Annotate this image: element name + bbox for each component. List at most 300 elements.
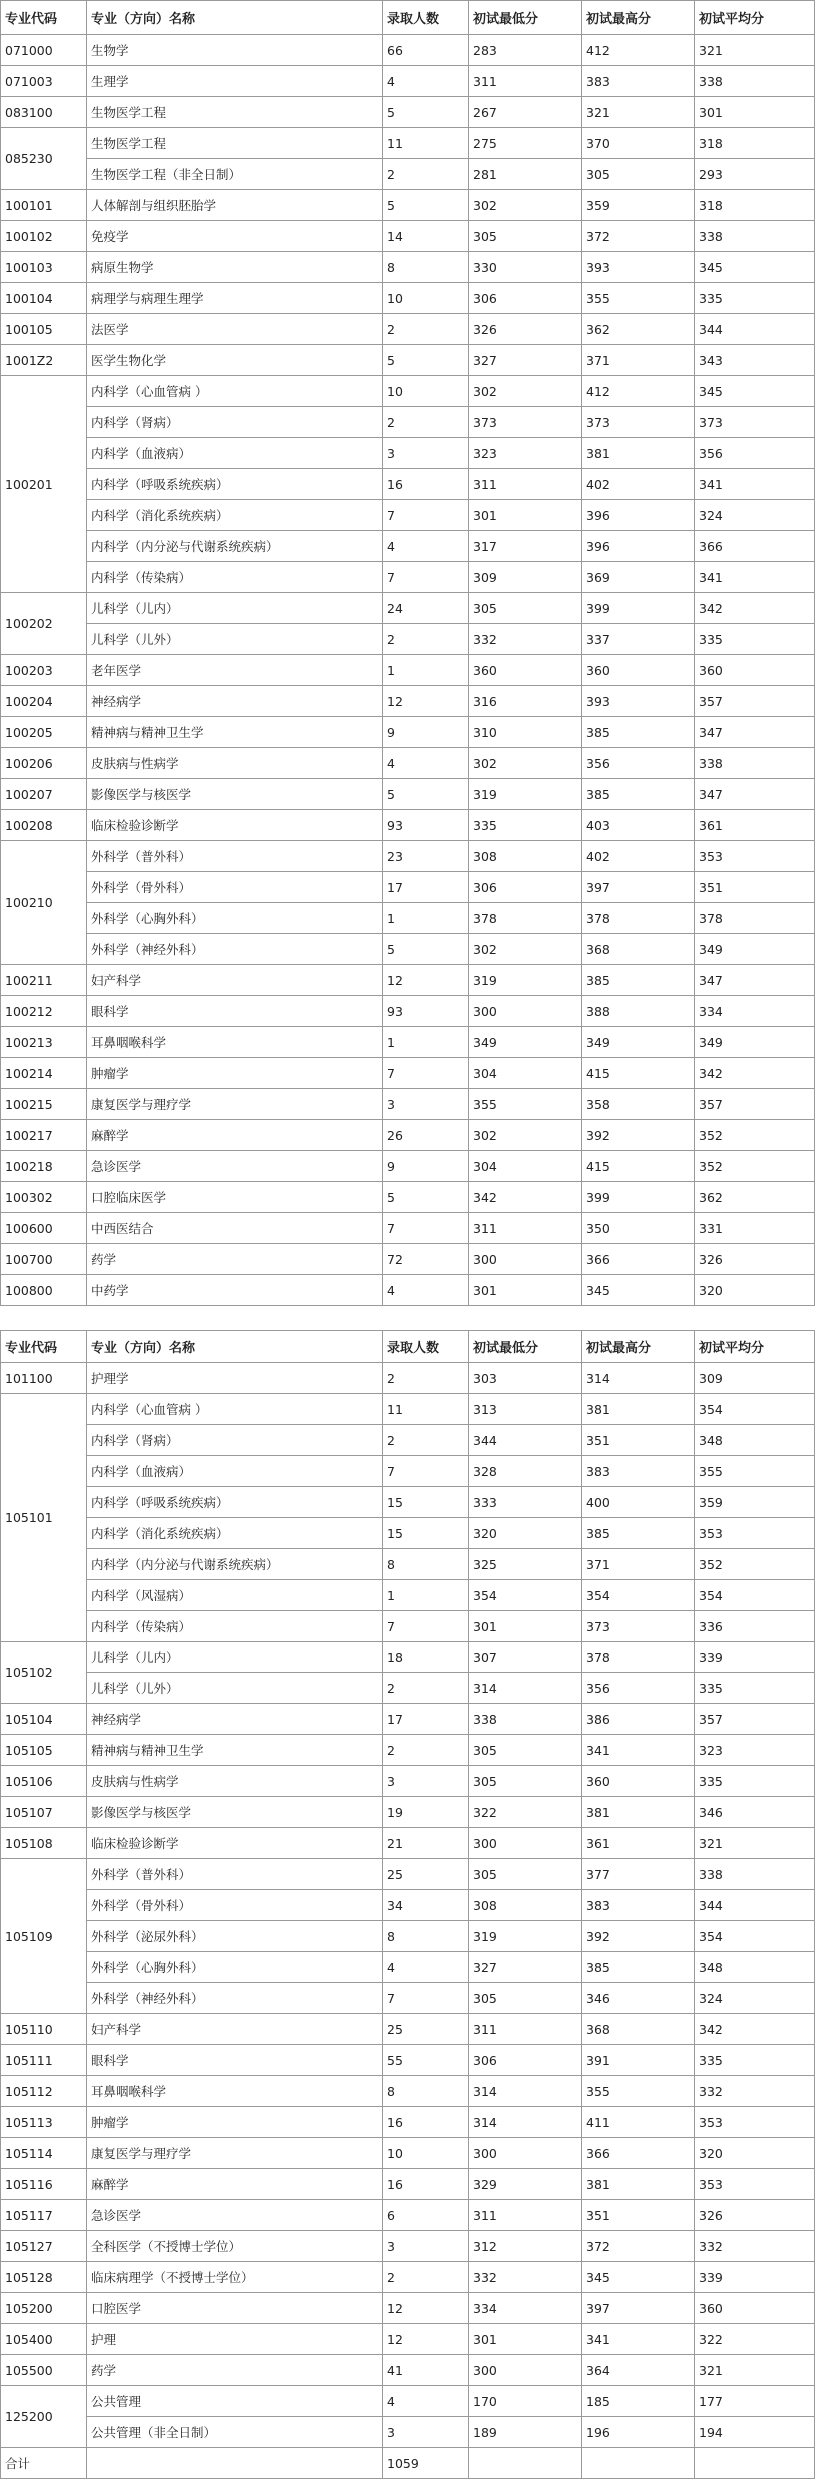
max-score-cell: 360 <box>582 1766 695 1797</box>
min-score-cell: 304 <box>469 1151 582 1182</box>
major-name-cell: 肿瘤学 <box>87 2107 383 2138</box>
min-score-cell: 342 <box>469 1182 582 1213</box>
major-code-cell: 085230 <box>1 128 87 190</box>
header-admitted-count: 录取人数 <box>383 1 469 35</box>
min-score-cell: 306 <box>469 283 582 314</box>
avg-score-cell: 357 <box>695 686 815 717</box>
admitted-count-cell: 10 <box>383 283 469 314</box>
avg-score-cell: 335 <box>695 2045 815 2076</box>
table-row <box>1 500 815 531</box>
min-score-cell: 314 <box>469 2076 582 2107</box>
admitted-count-cell: 17 <box>383 872 469 903</box>
avg-score-cell: 341 <box>695 562 815 593</box>
max-score-cell: 378 <box>582 903 695 934</box>
major-name-cell: 内科学（消化系统疾病） <box>87 500 383 531</box>
major-name-cell: 外科学（普外科） <box>87 841 383 872</box>
table-row <box>1 531 815 562</box>
table-row <box>1 1244 815 1275</box>
max-score-cell: 341 <box>582 1735 695 1766</box>
admitted-count-cell: 16 <box>383 2107 469 2138</box>
table-row <box>1 345 815 376</box>
admitted-count-cell: 10 <box>383 376 469 407</box>
major-name-cell: 药学 <box>87 2355 383 2386</box>
major-code-cell: 105114 <box>1 2138 87 2169</box>
major-name-cell: 生物医学工程 <box>87 128 383 159</box>
admitted-count-cell: 12 <box>383 2324 469 2355</box>
admitted-count-cell: 7 <box>383 1983 469 2014</box>
max-score-cell: 393 <box>582 252 695 283</box>
min-score-cell: 306 <box>469 872 582 903</box>
total-count: 1059 <box>383 2448 469 2479</box>
avg-score-cell: 353 <box>695 2169 815 2200</box>
admitted-count-cell: 4 <box>383 2386 469 2417</box>
major-name-cell: 内科学（心血管病 ） <box>87 1394 383 1425</box>
avg-score-cell: 352 <box>695 1120 815 1151</box>
min-score-cell: 334 <box>469 2293 582 2324</box>
major-name-cell: 影像医学与核医学 <box>87 779 383 810</box>
major-name-cell: 生物学 <box>87 35 383 66</box>
major-code-cell: 100213 <box>1 1027 87 1058</box>
major-name-cell: 病理学与病理生理学 <box>87 283 383 314</box>
min-score-cell: 308 <box>469 1890 582 1921</box>
admitted-count-cell: 5 <box>383 97 469 128</box>
admitted-count-cell: 11 <box>383 1394 469 1425</box>
max-score-cell: 362 <box>582 314 695 345</box>
admitted-count-cell: 25 <box>383 1859 469 1890</box>
min-score-cell: 355 <box>469 1089 582 1120</box>
max-score-cell: 345 <box>582 2262 695 2293</box>
table-row <box>1 283 815 314</box>
max-score-cell: 321 <box>582 97 695 128</box>
major-name-cell: 内科学（消化系统疾病） <box>87 1518 383 1549</box>
max-score-cell: 391 <box>582 2045 695 2076</box>
admitted-count-cell: 7 <box>383 500 469 531</box>
max-score-cell: 372 <box>582 221 695 252</box>
min-score-cell: 301 <box>469 2324 582 2355</box>
avg-score-cell: 354 <box>695 1394 815 1425</box>
major-name-cell: 病原生物学 <box>87 252 383 283</box>
table-row <box>1 1766 815 1797</box>
min-score-cell: 323 <box>469 438 582 469</box>
table-row <box>1 1797 815 1828</box>
major-code-cell: 105111 <box>1 2045 87 2076</box>
major-name-cell: 眼科学 <box>87 996 383 1027</box>
avg-score-cell: 348 <box>695 1425 815 1456</box>
min-score-cell: 326 <box>469 314 582 345</box>
major-name-cell: 公共管理 <box>87 2386 383 2417</box>
max-score-cell: 415 <box>582 1151 695 1182</box>
min-score-cell: 328 <box>469 1456 582 1487</box>
avg-score-cell: 344 <box>695 314 815 345</box>
avg-score-cell: 347 <box>695 965 815 996</box>
max-score-cell: 393 <box>582 686 695 717</box>
major-name-cell: 耳鼻咽喉科学 <box>87 2076 383 2107</box>
max-score-cell: 350 <box>582 1213 695 1244</box>
major-code-cell: 105106 <box>1 1766 87 1797</box>
min-score-cell: 283 <box>469 35 582 66</box>
min-score-cell: 189 <box>469 2417 582 2448</box>
max-score-cell: 386 <box>582 1704 695 1735</box>
major-code-cell: 100201 <box>1 376 87 593</box>
major-code-cell: 100214 <box>1 1058 87 1089</box>
table-row <box>1 1456 815 1487</box>
admitted-count-cell: 6 <box>383 2200 469 2231</box>
avg-score-cell: 320 <box>695 2138 815 2169</box>
major-name-cell: 康复医学与理疗学 <box>87 2138 383 2169</box>
max-score-cell: 383 <box>582 1890 695 1921</box>
major-name-cell: 神经病学 <box>87 686 383 717</box>
major-code-cell: 105200 <box>1 2293 87 2324</box>
max-score-cell: 385 <box>582 779 695 810</box>
avg-score-cell: 338 <box>695 1859 815 1890</box>
table-row <box>1 1363 815 1394</box>
major-name-cell: 老年医学 <box>87 655 383 686</box>
admitted-count-cell: 1 <box>383 1580 469 1611</box>
total-avg-cell <box>695 2448 815 2479</box>
major-name-cell: 内科学（传染病） <box>87 562 383 593</box>
avg-score-cell: 357 <box>695 1089 815 1120</box>
min-score-cell: 301 <box>469 1611 582 1642</box>
avg-score-cell: 356 <box>695 438 815 469</box>
table-row <box>1 686 815 717</box>
min-score-cell: 313 <box>469 1394 582 1425</box>
table-row <box>1 748 815 779</box>
table-row <box>1 1890 815 1921</box>
min-score-cell: 319 <box>469 779 582 810</box>
admitted-count-cell: 4 <box>383 531 469 562</box>
table-row <box>1 190 815 221</box>
major-name-cell: 内科学（血液病） <box>87 1456 383 1487</box>
min-score-cell: 302 <box>469 748 582 779</box>
min-score-cell: 305 <box>469 1983 582 2014</box>
max-score-cell: 349 <box>582 1027 695 1058</box>
major-name-cell: 内科学（血液病） <box>87 438 383 469</box>
major-code-cell: 100103 <box>1 252 87 283</box>
avg-score-cell: 324 <box>695 500 815 531</box>
major-code-cell: 105113 <box>1 2107 87 2138</box>
max-score-cell: 392 <box>582 1921 695 1952</box>
table-body <box>1 35 815 1306</box>
min-score-cell: 320 <box>469 1518 582 1549</box>
max-score-cell: 351 <box>582 2200 695 2231</box>
major-name-cell: 内科学（肾病） <box>87 407 383 438</box>
major-code-cell: 071000 <box>1 35 87 66</box>
major-code-cell: 105500 <box>1 2355 87 2386</box>
major-name-cell: 中西医结合 <box>87 1213 383 1244</box>
max-score-cell: 412 <box>582 35 695 66</box>
table-row <box>1 934 815 965</box>
min-score-cell: 303 <box>469 1363 582 1394</box>
max-score-cell: 385 <box>582 965 695 996</box>
major-name-cell: 皮肤病与性病学 <box>87 748 383 779</box>
min-score-cell: 300 <box>469 2138 582 2169</box>
min-score-cell: 349 <box>469 1027 582 1058</box>
admitted-count-cell: 5 <box>383 190 469 221</box>
min-score-cell: 354 <box>469 1580 582 1611</box>
avg-score-cell: 354 <box>695 1921 815 1952</box>
table-row <box>1 2169 815 2200</box>
min-score-cell: 338 <box>469 1704 582 1735</box>
major-code-cell: 105108 <box>1 1828 87 1859</box>
max-score-cell: 368 <box>582 2014 695 2045</box>
avg-score-cell: 338 <box>695 66 815 97</box>
avg-score-cell: 346 <box>695 1797 815 1828</box>
admitted-count-cell: 2 <box>383 159 469 190</box>
table-row <box>1 2417 815 2448</box>
table-row <box>1 1859 815 1890</box>
avg-score-cell: 332 <box>695 2231 815 2262</box>
table-row <box>1 1735 815 1766</box>
header-admitted-count: 录取人数 <box>383 1331 469 1363</box>
major-code-cell: 105104 <box>1 1704 87 1735</box>
header-max-score: 初试最高分 <box>582 1 695 35</box>
max-score-cell: 378 <box>582 1642 695 1673</box>
avg-score-cell: 354 <box>695 1580 815 1611</box>
major-code-cell: 100207 <box>1 779 87 810</box>
min-score-cell: 311 <box>469 1213 582 1244</box>
avg-score-cell: 339 <box>695 1642 815 1673</box>
max-score-cell: 356 <box>582 1673 695 1704</box>
max-score-cell: 373 <box>582 1611 695 1642</box>
major-code-cell: 100215 <box>1 1089 87 1120</box>
admitted-count-cell: 55 <box>383 2045 469 2076</box>
table-row <box>1 810 815 841</box>
avg-score-cell: 323 <box>695 1735 815 1766</box>
major-name-cell: 儿科学（儿内） <box>87 593 383 624</box>
major-name-cell: 外科学（泌尿外科） <box>87 1921 383 1952</box>
min-score-cell: 311 <box>469 2014 582 2045</box>
max-score-cell: 314 <box>582 1363 695 1394</box>
admitted-count-cell: 3 <box>383 2417 469 2448</box>
max-score-cell: 383 <box>582 66 695 97</box>
max-score-cell: 355 <box>582 2076 695 2107</box>
major-code-cell: 100212 <box>1 996 87 1027</box>
max-score-cell: 337 <box>582 624 695 655</box>
major-code-cell: 125200 <box>1 2386 87 2448</box>
table-row <box>1 2107 815 2138</box>
major-name-cell: 外科学（心胸外科） <box>87 903 383 934</box>
admitted-count-cell: 3 <box>383 1766 469 1797</box>
min-score-cell: 322 <box>469 1797 582 1828</box>
table-row <box>1 2293 815 2324</box>
min-score-cell: 302 <box>469 190 582 221</box>
major-code-cell: 105110 <box>1 2014 87 2045</box>
major-name-cell: 内科学（肾病） <box>87 1425 383 1456</box>
avg-score-cell: 335 <box>695 624 815 655</box>
major-name-cell: 麻醉学 <box>87 1120 383 1151</box>
max-score-cell: 399 <box>582 593 695 624</box>
admitted-count-cell: 4 <box>383 748 469 779</box>
max-score-cell: 396 <box>582 531 695 562</box>
table-row <box>1 1425 815 1456</box>
max-score-cell: 397 <box>582 872 695 903</box>
avg-score-cell: 293 <box>695 159 815 190</box>
admitted-count-cell: 16 <box>383 469 469 500</box>
avg-score-cell: 331 <box>695 1213 815 1244</box>
admitted-count-cell: 2 <box>383 2262 469 2293</box>
avg-score-cell: 345 <box>695 252 815 283</box>
max-score-cell: 388 <box>582 996 695 1027</box>
min-score-cell: 267 <box>469 97 582 128</box>
major-code-cell: 105116 <box>1 2169 87 2200</box>
min-score-cell: 305 <box>469 221 582 252</box>
max-score-cell: 385 <box>582 1952 695 1983</box>
major-code-cell: 100204 <box>1 686 87 717</box>
major-name-cell: 麻醉学 <box>87 2169 383 2200</box>
table-row <box>1 2200 815 2231</box>
admitted-count-cell: 24 <box>383 593 469 624</box>
avg-score-cell: 345 <box>695 376 815 407</box>
max-score-cell: 396 <box>582 500 695 531</box>
major-name-cell: 内科学（内分泌与代谢系统疾病） <box>87 1549 383 1580</box>
major-name-cell: 药学 <box>87 1244 383 1275</box>
min-score-cell: 302 <box>469 376 582 407</box>
max-score-cell: 381 <box>582 438 695 469</box>
major-name-cell: 外科学（心胸外科） <box>87 1952 383 1983</box>
avg-score-cell: 335 <box>695 1673 815 1704</box>
table-row <box>1 593 815 624</box>
major-code-cell: 105107 <box>1 1797 87 1828</box>
major-name-cell: 内科学（传染病） <box>87 1611 383 1642</box>
major-name-cell: 急诊医学 <box>87 2200 383 2231</box>
admitted-count-cell: 12 <box>383 2293 469 2324</box>
table-row <box>1 872 815 903</box>
avg-score-cell: 341 <box>695 469 815 500</box>
avg-score-cell: 343 <box>695 345 815 376</box>
min-score-cell: 305 <box>469 1766 582 1797</box>
table-row <box>1 1275 815 1306</box>
min-score-cell: 333 <box>469 1487 582 1518</box>
max-score-cell: 366 <box>582 2138 695 2169</box>
major-name-cell: 全科医学（不授博士学位） <box>87 2231 383 2262</box>
admitted-count-cell: 17 <box>383 1704 469 1735</box>
major-name-cell: 外科学（普外科） <box>87 1859 383 1890</box>
major-code-cell: 083100 <box>1 97 87 128</box>
max-score-cell: 402 <box>582 841 695 872</box>
major-name-cell: 生理学 <box>87 66 383 97</box>
max-score-cell: 354 <box>582 1580 695 1611</box>
avg-score-cell: 332 <box>695 2076 815 2107</box>
major-code-cell: 105109 <box>1 1859 87 2014</box>
max-score-cell: 402 <box>582 469 695 500</box>
table-row <box>1 2324 815 2355</box>
avg-score-cell: 342 <box>695 1058 815 1089</box>
admitted-count-cell: 7 <box>383 562 469 593</box>
max-score-cell: 355 <box>582 283 695 314</box>
table-row <box>1 1089 815 1120</box>
max-score-cell: 351 <box>582 1425 695 1456</box>
max-score-cell: 373 <box>582 407 695 438</box>
table-row <box>1 35 815 66</box>
major-name-cell: 外科学（神经外科） <box>87 934 383 965</box>
header-major-code: 专业代码 <box>1 1 87 35</box>
admitted-count-cell: 66 <box>383 35 469 66</box>
admitted-count-cell: 11 <box>383 128 469 159</box>
max-score-cell: 400 <box>582 1487 695 1518</box>
major-name-cell: 生物医学工程 <box>87 97 383 128</box>
admitted-count-cell: 5 <box>383 345 469 376</box>
min-score-cell: 332 <box>469 2262 582 2293</box>
max-score-cell: 385 <box>582 717 695 748</box>
min-score-cell: 319 <box>469 1921 582 1952</box>
major-name-cell: 法医学 <box>87 314 383 345</box>
major-name-cell: 内科学（内分泌与代谢系统疾病） <box>87 531 383 562</box>
avg-score-cell: 335 <box>695 283 815 314</box>
min-score-cell: 311 <box>469 66 582 97</box>
avg-score-cell: 322 <box>695 2324 815 2355</box>
max-score-cell: 369 <box>582 562 695 593</box>
min-score-cell: 316 <box>469 686 582 717</box>
max-score-cell: 372 <box>582 2231 695 2262</box>
max-score-cell: 345 <box>582 1275 695 1306</box>
table-row <box>1 1611 815 1642</box>
max-score-cell: 381 <box>582 1394 695 1425</box>
major-name-cell: 急诊医学 <box>87 1151 383 1182</box>
admitted-count-cell: 21 <box>383 1828 469 1859</box>
major-code-cell: 105112 <box>1 2076 87 2107</box>
max-score-cell: 360 <box>582 655 695 686</box>
max-score-cell: 305 <box>582 159 695 190</box>
admitted-count-cell: 7 <box>383 1213 469 1244</box>
avg-score-cell: 359 <box>695 1487 815 1518</box>
min-score-cell: 330 <box>469 252 582 283</box>
total-min-cell <box>469 2448 582 2479</box>
avg-score-cell: 336 <box>695 1611 815 1642</box>
admitted-count-cell: 1 <box>383 1027 469 1058</box>
min-score-cell: 327 <box>469 345 582 376</box>
major-name-cell: 公共管理（非全日制） <box>87 2417 383 2448</box>
max-score-cell: 196 <box>582 2417 695 2448</box>
admitted-count-cell: 4 <box>383 66 469 97</box>
table-row <box>1 965 815 996</box>
table-header-row <box>1 1 815 35</box>
min-score-cell: 344 <box>469 1425 582 1456</box>
admitted-count-cell: 10 <box>383 2138 469 2169</box>
table-row <box>1 996 815 1027</box>
major-code-cell: 100210 <box>1 841 87 965</box>
min-score-cell: 327 <box>469 1952 582 1983</box>
avg-score-cell: 326 <box>695 1244 815 1275</box>
major-code-cell: 100700 <box>1 1244 87 1275</box>
table-row <box>1 2076 815 2107</box>
avg-score-cell: 301 <box>695 97 815 128</box>
table-row <box>1 1673 815 1704</box>
admitted-count-cell: 12 <box>383 686 469 717</box>
table-row <box>1 1394 815 1425</box>
table-row <box>1 624 815 655</box>
max-score-cell: 415 <box>582 1058 695 1089</box>
table-row <box>1 2386 815 2417</box>
avg-score-cell: 318 <box>695 190 815 221</box>
major-code-cell: 100208 <box>1 810 87 841</box>
table-row <box>1 314 815 345</box>
table-row <box>1 1027 815 1058</box>
max-score-cell: 370 <box>582 128 695 159</box>
min-score-cell: 314 <box>469 1673 582 1704</box>
table-row <box>1 1952 815 1983</box>
max-score-cell: 385 <box>582 1518 695 1549</box>
major-code-cell: 100105 <box>1 314 87 345</box>
admitted-count-cell: 2 <box>383 314 469 345</box>
table-row <box>1 1182 815 1213</box>
avg-score-cell: 347 <box>695 779 815 810</box>
table-row <box>1 1213 815 1244</box>
header-avg-score: 初试平均分 <box>695 1331 815 1363</box>
max-score-cell: 371 <box>582 345 695 376</box>
admitted-count-cell: 2 <box>383 1735 469 1766</box>
table-row <box>1 469 815 500</box>
avg-score-cell: 348 <box>695 1952 815 1983</box>
